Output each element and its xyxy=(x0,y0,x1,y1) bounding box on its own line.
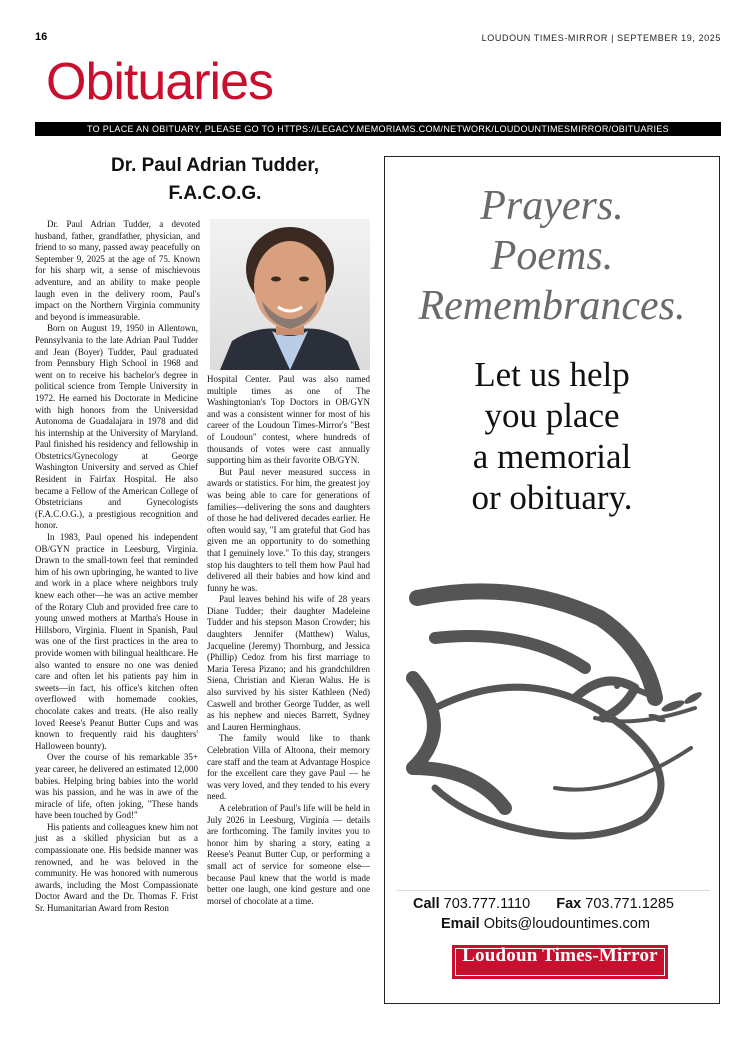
ad-divider xyxy=(396,890,710,891)
obituary-column-1 xyxy=(35,219,198,915)
paragraph: In 1983, Paul opened his independent OB/GYN practice in Leesburg, Virginia. Drawn to the small-town feel that reminded him of his own upbringing, he wanted to live and work in a place where neighbors truly knew each other—he was an active member of the Rotary Club and provided free care to young unwed mothers at Martha's House in Hillsboro, Virginia. Fluent in Spanish, Paul was one of the first practices in the area to provide women with bilingual healthcare. He also wanted to ensure no one was denied care and often let his patients pay him in sweets—in fact, his office's kitchen often overflowed with homemade cookies, chocolate cakes and treats. (He also really loved Reese's Peanut Butter Cups and was known to frequently raid his daughters' Halloween bounty). xyxy=(35,532,198,751)
fax-number: 703.771.1285 xyxy=(585,896,674,912)
paragraph: But Paul never measured success in awards or statistics. For him, the greatest joy was being able to care for generations of families—delivering the sons and daughters of those he had delivered decades earlier. He often would say, "I am grateful that God has given me an opportunity to do something that I genuinely love." To this day, strangers stop his daughters to tell them how Paul had delivered all their babies and how kind and funny he was. xyxy=(207,466,370,593)
call-number[interactable]: 703.777.1110 xyxy=(443,896,531,912)
section-title: Obituaries xyxy=(46,53,273,111)
paragraph: His patients and colleagues knew him not just as a skilled physician but as a compassionate one. His bedside manner was renowned, and he was beloved in the community. He was honored with numerous awards, including the Most Compassionate Doctor Award and the Dr. Thomas F. Frist Sr. Humanitarian Award from Reston xyxy=(35,821,198,914)
ad-cta-line: or obituary. xyxy=(471,478,633,517)
email-address[interactable]: Obits@loudountimes.com xyxy=(483,916,650,932)
paragraph: Dr. Paul Adrian Tudder, a devoted husband, father, grandfather, physician, and friend to so many, passed away peacefully on September 9, 2025 at the age of 75. Known for his sharp wit, a sense of mischievous adventure, and an ability to make people laugh even in the delivery room, Paul's impact on the Northern Virginia community and beyond is immeasurable. xyxy=(35,219,200,322)
headline-name: Dr. Paul Adrian Tudder, xyxy=(111,155,319,176)
ad-prayers: Prayers. xyxy=(480,183,624,229)
ad-cta-line: you place xyxy=(484,396,620,435)
ad-cta-line: a memorial xyxy=(472,437,632,476)
paragraph: The family would like to thank Celebration Villa of Altoona, their memory care staff and the team at Advantage Hospice for the excellent care they gave Paul — he was very loved, and they tended to his every need. xyxy=(207,733,370,802)
headline-credential: F.A.C.O.G. xyxy=(168,183,262,204)
ad-poems: Poems. xyxy=(490,233,614,279)
obituary-column-2 xyxy=(207,374,370,907)
ad-cta-line: Let us help xyxy=(474,355,630,394)
email-label: Email xyxy=(441,916,480,932)
obituary-headline xyxy=(60,152,370,208)
page-number: 16 xyxy=(35,31,48,43)
paragraph: Paul leaves behind his wife of 28 years Diane Tudder; their daughter Madeleine Tudder and his stepson Mason Crowder; his daughters Jennifer (Matthew) Walus, Jacqueline (Jeremy) Thornburg, and Jessica (Phillip) Cedoz from his first marriage to Maria Teresa Pizano; and his grandchildren Siena, Christian and Kieran Walus. He is also survived by his sister Kathleen (Ned) Caswell and brother George Tudder, as well as his nephew and nieces Barrett, Sydney and Lauren Herminghaus. xyxy=(207,594,370,732)
ad-call-to-action xyxy=(384,354,720,518)
portrait-photo xyxy=(210,219,370,370)
newspaper-logo xyxy=(452,945,668,979)
ad-phone-line xyxy=(413,896,674,912)
publication-dateline: LOUDOUN TIMES-MIRROR | SEPTEMBER 19, 2025 xyxy=(481,33,721,43)
paragraph: Born on August 19, 1950 in Allentown, Pennsylvania to the late Adrian Paul Tudder and Jean (Boyer) Tudder, Paul graduated from Pennsbury High School in 1968 and went on to receive his bachelor's degree in political science from Temple University in 1972. He earned his Doctorate in Medicine with high honors from the Universidad Autonoma de Guadalajara in 1978 and did his internship at the University of Maryland. Paul finished his residency and fellowship in Obstetrics/Gynecology at George Washington University and served as Chief Resident in Fairfax Hospital. He also became a Fellow of the American College of Obstetricians and Gynecologists (F.A.C.O.G.), a prestigious recognition and honor. xyxy=(35,323,198,531)
logo-text: Loudoun Times-Mirror xyxy=(462,945,658,966)
obituary-instructions-banner[interactable]: TO PLACE AN OBITUARY, PLEASE GO TO HTTPS://LEGACY.MEMORIAMS.COM/NETWORK/LOUDOUNTIMESMIRROR/OBITUARIES xyxy=(35,122,721,136)
call-label: Call xyxy=(413,896,440,912)
fax-label: Fax xyxy=(556,896,582,912)
paragraph: Over the course of his remarkable 35+ year career, he delivered an estimated 12,000 babies. Helping bring babies into the world was his passion, and he was in awe of the miracle of life, often joking, "These hands have been touched by God!" xyxy=(35,752,198,821)
paragraph: Hospital Center. Paul was also named multiple times as one of The Washingtonian's Top Doctors in OB/GYN and was a consistent winner for most of his career of the Loudoun Times-Mirror's "Best of Loudoun" contest, where hundreds of thousands of votes were cast annually supporting him as their favorite OB/GYN. xyxy=(207,374,370,466)
ad-remembrances: Remembrances. xyxy=(418,283,686,329)
dove-illustration xyxy=(395,558,717,860)
ad-email-line xyxy=(441,916,650,932)
paragraph: A celebration of Paul's life will be held in July 2026 in Leesburg, Virginia — details are forthcoming. The family invites you to honor him by sharing a story, eating a Reese's Peanut Butter Cup, or performing a small act of service for someone else—because Paul knew that the world is made better one laugh, one kind gesture and one morsel of chocolate at a time. xyxy=(207,802,370,906)
